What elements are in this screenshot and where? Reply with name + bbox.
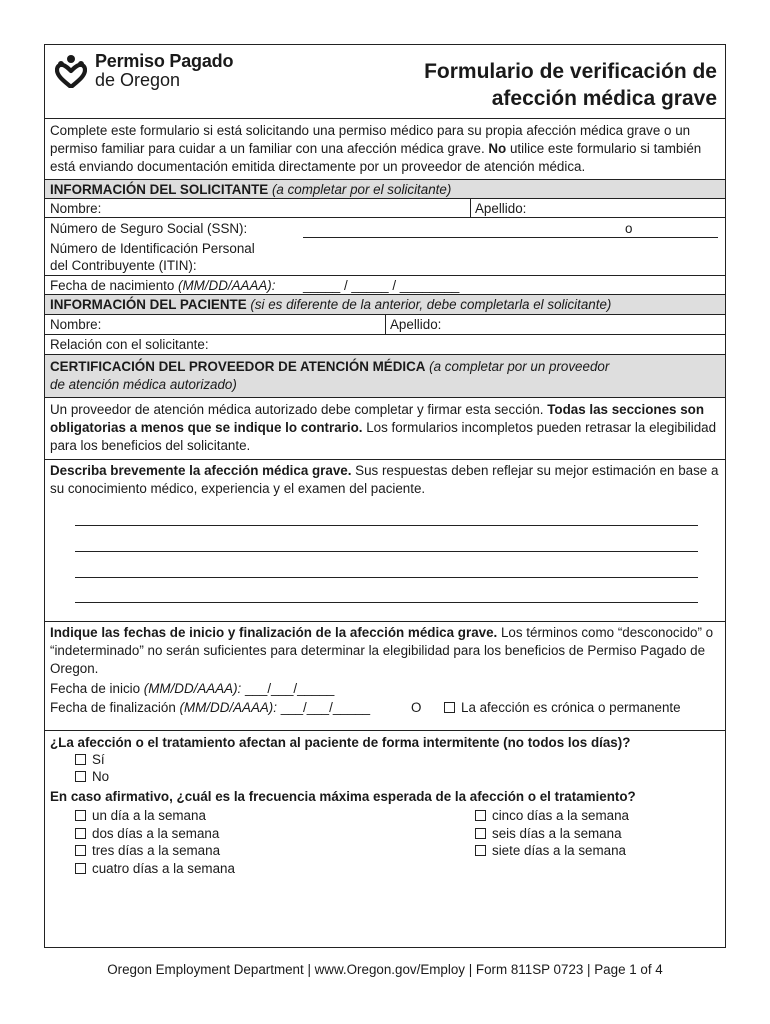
describe-line-1[interactable] [75,525,698,526]
frequency-checkbox-7[interactable] [475,845,486,856]
itin-label-line1: Número de Identificación Personal [50,241,255,256]
intro-text [45,119,725,180]
intermittent-no-option [50,768,720,785]
patient-last-name-label: Apellido: [390,317,442,332]
applicant-last-name-label: Apellido: [475,201,527,216]
describe-line-4[interactable] [75,602,698,603]
intro-no: No [488,141,507,156]
describe-text: Sus respuestas deben reflejar su mejor estimación en base a su conocimiento médico, experiencia y el examen del paciente. [50,463,719,496]
dates-text: Los términos como “desconocido” o “indeterminado” no serán suficientes para determinar la elegibilidad para los beneficios de Permiso Pagado de Oregon. [50,625,714,676]
applicant-heading-note: (a completar por el solicitante) [268,182,452,197]
form-title [337,58,717,112]
condition-dates-section [45,622,725,731]
frequency-option [475,842,629,860]
ssn-input-line[interactable] [303,237,718,238]
logo-subtitle: de Oregon [95,70,181,90]
patient-heading: INFORMACIÓN DEL PACIENTE [50,297,247,312]
intermittent-yes-option [50,751,720,768]
provider-heading: CERTIFICACIÓN DEL PROVEEDOR DE ATENCIÓN MÉDICA [50,359,426,374]
frequency-label-7: siete días a la semana [492,843,626,858]
patient-relationship-row [45,335,725,355]
frequency-label-4: cuatro días a la semana [92,860,235,876]
describe-lead: Describa brevemente la afección médica grave. [50,463,352,478]
page-footer: Oregon Employment Department | www.Oregon.gov/Employ | Form 811SP 0723 | Page 1 of 4 [107,962,663,977]
frequency-label-2: dos días a la semana [92,825,220,841]
start-date-format: (MM/DD/AAAA): [143,681,242,696]
frequency-option [475,807,629,825]
patient-first-name-label: Nombre: [50,317,102,332]
intermittent-no-label: No [92,769,110,784]
dob-input-blank[interactable]: _____ / _____ / ________ [303,278,460,293]
intro-text-part1: Complete este formulario si está solicitando una permiso médico para su propia afección médica grave o un permiso familiar para cuidar a un familiar con una afección médica grave. [50,123,691,156]
frequency-option [75,825,235,843]
chronic-checkbox[interactable] [444,702,455,713]
relationship-label: Relación con el solicitante: [50,337,209,352]
dob-label: Fecha de nacimiento [50,278,179,293]
end-date-label: Fecha de finalización [50,700,180,715]
frequency-label-6: seis días a la semana [492,825,622,841]
applicant-ssn-itin-row [45,218,725,276]
frequency-options [50,807,720,879]
intermittent-section [45,731,725,879]
end-date-format: (MM/DD/AAAA): [179,700,277,715]
chronic-option [444,699,681,717]
end-date-row [50,699,722,717]
dates-lead: Indique las fechas de inicio y finalización de la afección médica grave. [50,625,498,640]
heart-people-icon [55,54,87,88]
itin-label-line2: del Contribuyente (ITIN): [50,258,197,273]
frequency-question: En caso afirmativo, ¿cuál es la frecuencia máxima esperada de la afección o el tratamiento? [50,789,636,804]
frequency-checkbox-1[interactable] [75,810,86,821]
paid-leave-oregon-logo [55,51,295,95]
describe-condition-section [45,460,725,622]
applicant-section-heading [45,180,725,199]
provider-heading-note2: de atención médica autorizado) [50,377,237,392]
frequency-option [475,825,629,843]
start-date-input[interactable]: ___/___/_____ [241,681,335,696]
frequency-checkbox-6[interactable] [475,828,486,839]
start-date-row [50,680,334,698]
intermittent-yes-checkbox[interactable] [75,754,86,765]
start-date-label: Fecha de inicio [50,681,144,696]
ssn-label: Número de Seguro Social (SSN): [50,221,248,236]
intermittent-no-checkbox[interactable] [75,771,86,782]
frequency-checkbox-4[interactable] [75,863,86,874]
form-header [45,45,725,119]
patient-section-heading [45,295,725,315]
frequency-label-1: un día a la semana [92,808,206,823]
frequency-label-5: cinco días a la semana [492,808,629,823]
frequency-checkbox-3[interactable] [75,845,86,856]
frequency-checkbox-2[interactable] [75,828,86,839]
applicant-heading: INFORMACIÓN DEL SOLICITANTE [50,182,269,197]
logo-title: Permiso Pagado [95,51,234,71]
applicant-dob-row [45,276,725,295]
intermittent-yes-label: Sí [92,752,105,767]
frequency-option [75,860,235,878]
intro-text-part2: utilice este formulario si también está enviando documentación emitida directamente por un proveedor de atención médica. [50,141,702,174]
describe-line-3[interactable] [75,577,698,578]
applicant-name-row [45,199,725,218]
frequency-label-3: tres días a la semana [92,843,221,858]
frequency-option [75,807,235,825]
frequency-checkbox-5[interactable] [475,810,486,821]
end-date-or-label: O [411,700,422,715]
end-date-input[interactable]: ___/___/_____ [277,700,371,715]
ssn-or-label: o [625,221,633,236]
provider-instructions [45,398,725,460]
provider-instructions-part2: Los formularios incompletos pueden retrasar la elegibilidad para los beneficios del solicitante. [50,420,717,453]
chronic-label: La afección es crónica o permanente [461,700,681,715]
applicant-first-name-label: Nombre: [50,201,102,216]
dob-format: (MM/DD/AAAA): [178,278,276,293]
verification-form [44,44,726,948]
form-title-line1: Formulario de verificación de [424,60,717,83]
frequency-option [75,842,235,860]
form-title-line2: afección médica grave [491,87,717,110]
patient-heading-note: (si es diferente de la anterior, debe completarla el solicitante) [246,297,612,312]
provider-instructions-bold: Todas las secciones son obligatorias a menos que se indique lo contrario. [50,402,705,435]
provider-section-heading [45,355,725,398]
provider-instructions-part1: Un proveedor de atención médica autorizado debe completar y firmar esta sección. [50,402,548,417]
describe-line-2[interactable] [75,551,698,552]
patient-name-row [45,315,725,335]
provider-heading-note1: (a completar por un proveedor [425,359,610,374]
intermittent-question: ¿La afección o el tratamiento afectan al paciente de forma intermitente (no todos los días)? [50,735,631,750]
